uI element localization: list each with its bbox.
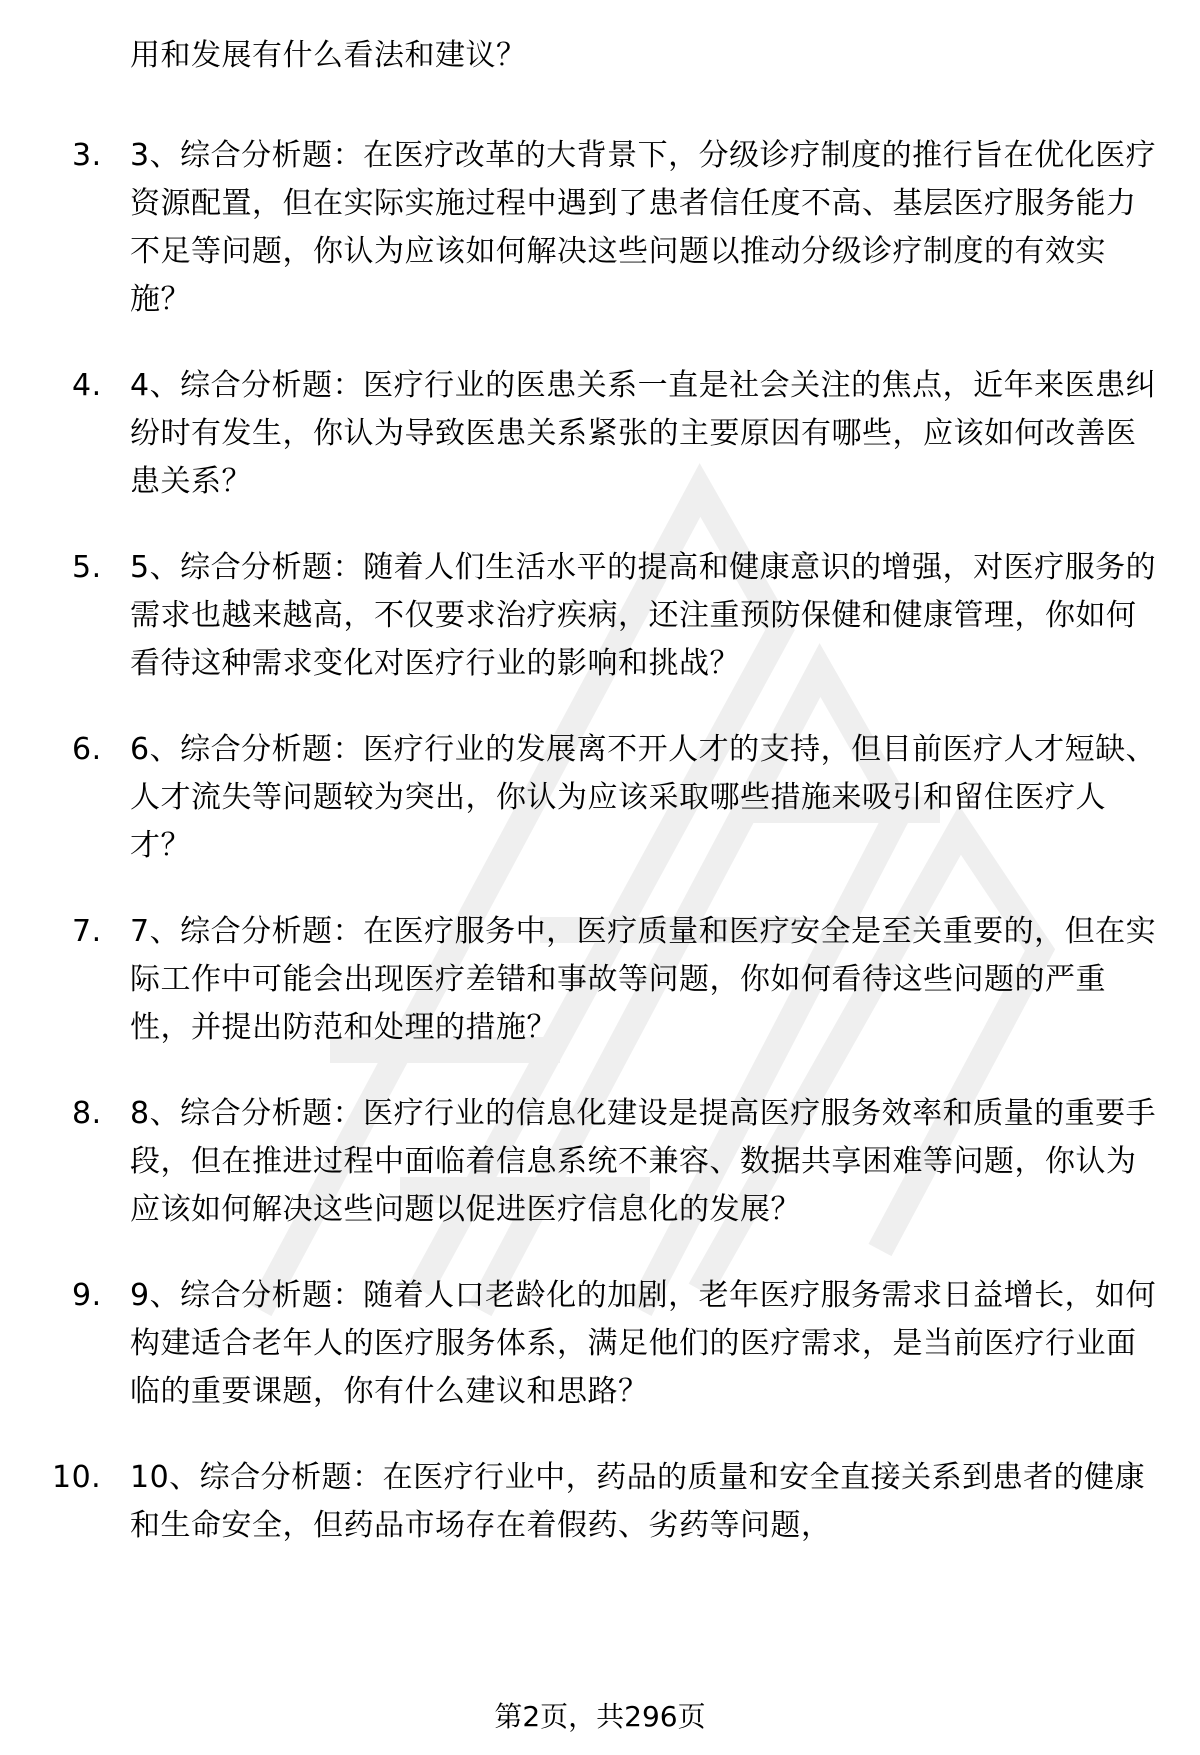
question-number: 6. (72, 732, 102, 767)
page-indicator: 第2页，共296页 (494, 1700, 706, 1733)
question-item (0, 908, 1200, 1052)
question-item (0, 1090, 1200, 1234)
continuation-text: 用和发展有什么看法和建议？ (130, 38, 527, 73)
question-item (0, 362, 1200, 506)
question-text: 8、综合分析题：医疗行业的信息化建设是提高医疗服务效率和质量的重要手段，但在推进过程中面临着信息系统不兼容、数据共享困难等问题，你认为应该如何解决这些问题以促进医疗信息化的发展？ (130, 1096, 1157, 1227)
question-number: 7. (72, 914, 102, 949)
question-item (0, 544, 1200, 688)
question-number: 10. (52, 1460, 102, 1495)
question-number: 9. (72, 1278, 102, 1313)
question-item (0, 1272, 1200, 1416)
question-number: 4. (72, 368, 102, 403)
question-number: 8. (72, 1096, 102, 1131)
question-text: 6、综合分析题：医疗行业的发展离不开人才的支持，但目前医疗人才短缺、人才流失等问题较为突出，你认为应该采取哪些措施来吸引和留住医疗人才？ (130, 732, 1157, 863)
question-text: 10、综合分析题：在医疗行业中，药品的质量和安全直接关系到患者的健康和生命安全，但药品市场存在着假药、劣药等问题， (130, 1460, 1146, 1543)
question-text: 4、综合分析题：医疗行业的医患关系一直是社会关注的焦点，近年来医患纠纷时有发生，你认为导致医患关系紧张的主要原因有哪些，应该如何改善医患关系？ (130, 368, 1157, 499)
question-text: 5、综合分析题：随着人们生活水平的提高和健康意识的增强，对医疗服务的需求也越来越高，不仅要求治疗疾病，还注重预防保健和健康管理，你如何看待这种需求变化对医疗行业的影响和挑战？ (130, 550, 1157, 681)
question-text: 3、综合分析题：在医疗改革的大背景下，分级诊疗制度的推行旨在优化医疗资源配置，但在实际实施过程中遇到了患者信任度不高、基层医疗服务能力不足等问题，你认为应该如何解决这些问题以推动分级诊疗制度的有效实施？ (130, 138, 1157, 317)
question-number: 5. (72, 550, 102, 585)
question-item (0, 1454, 1200, 1550)
question-text: 7、综合分析题：在医疗服务中，医疗质量和医疗安全是至关重要的，但在实际工作中可能会出现医疗差错和事故等问题，你如何看待这些问题的严重性，并提出防范和处理的措施？ (130, 914, 1157, 1045)
question-list (0, 132, 1200, 1588)
question-text: 9、综合分析题：随着人口老龄化的加剧，老年医疗服务需求日益增长，如何构建适合老年人的医疗服务体系，满足他们的医疗需求，是当前医疗行业面临的重要课题，你有什么建议和思路？ (130, 1278, 1157, 1409)
question-item (0, 726, 1200, 870)
question-number: 3. (72, 138, 102, 173)
question-item (0, 132, 1200, 324)
